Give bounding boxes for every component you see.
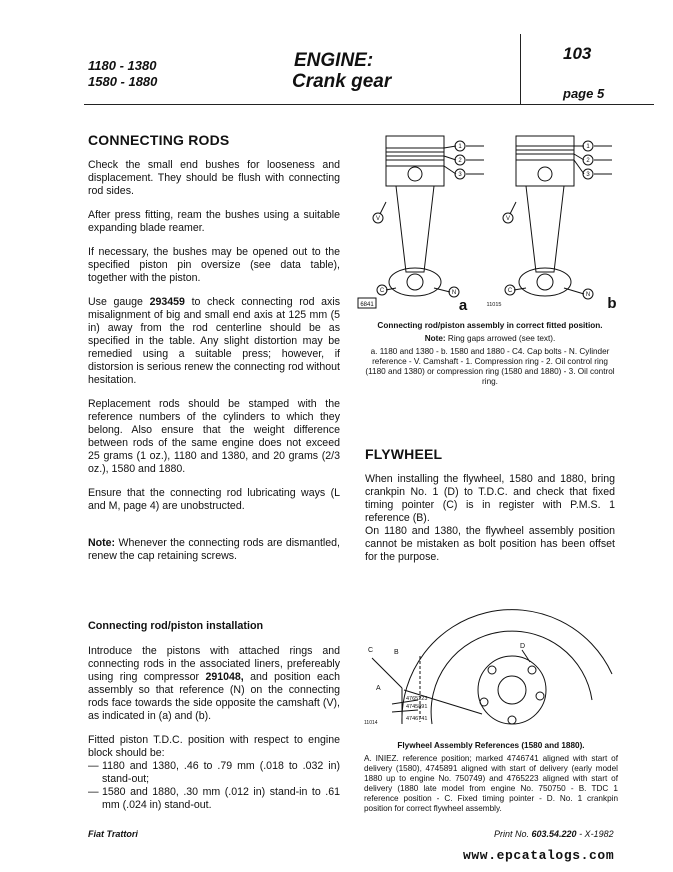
figure-ref-mid: 11015	[486, 302, 502, 308]
list-item	[88, 786, 340, 812]
print-number: 603.54.220	[531, 829, 577, 839]
flywheel-figure	[362, 604, 618, 730]
paragraph: Ensure that the connecting rod lubricating ways (L and M, page 4) are unobstructed.	[88, 487, 340, 512]
paragraph: Fitted piston T.D.C. position with respect to engine block should be:	[88, 734, 340, 759]
note	[88, 537, 340, 563]
flywheel-heading: FLYWHEEL	[365, 446, 443, 462]
list-item-text: 1580 and 1880, .30 mm (.012 in) stand-in to .61 mm (.024 in) stand-out.	[102, 786, 340, 811]
callout-3: 3	[458, 172, 462, 178]
page-label: page 5	[563, 86, 605, 101]
dash-marker: —	[88, 760, 99, 772]
paragraph: Check the small end bushes for looseness and displacement. They should be flush with connecting rod sides.	[88, 159, 340, 197]
paragraph	[88, 296, 340, 387]
gauge-number: 293459	[149, 296, 185, 308]
paragraph: When installing the flywheel, 1580 and 1880, bring crankpin No. 1 (D) to T.D.C. and check that fixed timing pointer (C) is in register with P.M.S. 1 reference (B).	[365, 473, 615, 524]
print-date: - X-1982	[576, 829, 614, 839]
callout-c: C	[379, 288, 385, 294]
piston-b	[516, 136, 574, 186]
callout-n: N	[585, 292, 591, 298]
list-item-text: 1180 and 1380, .46 to .79 mm (.018 to .032 in) stand-out;	[102, 760, 340, 785]
text: Use gauge	[88, 296, 150, 308]
caption-note-label: Note:	[424, 334, 446, 343]
model-range-line-2: 1580 - 1880	[88, 74, 158, 89]
rod-a	[396, 186, 434, 272]
header-divider	[84, 104, 654, 105]
text: Introduce the pistons with attached rings and connecting rods in the associated liners, prefereably using ring compressor	[88, 645, 340, 683]
paragraph	[88, 645, 340, 723]
caption-body: A. INIEZ. reference position; marked 4746741 aligned with start of delivery (1580), 4745891 aligned with start of delivery (early model 1880 up to engine No. 750749) and 4765223 aligned with start of delivery (1880 late model from engine No. 750750 - B. TDC 1 reference position - C. Fixed timing pointer - D. No. 1 crankpin position for correct flywheel assembly.	[364, 754, 618, 813]
caption-body: a. 1180 and 1380 - b. 1580 and 1880 - C4. Cap bolts - N. Cylinder reference - V. Camshaft - 1. Compression ring - 2. Oil control ring (1180 and 1380) or compression ring (1580 and 1880) - 3. Oil control ring.	[365, 347, 615, 386]
rod-figure-caption	[364, 321, 616, 387]
part-number-2: 4745891	[406, 704, 428, 710]
note-text: Whenever the connecting rods are dismantled, renew the cap retaining screws.	[88, 537, 340, 562]
watermark-link[interactable]: www.epcatalogs.com	[463, 848, 615, 863]
installation-heading: Connecting rod/piston installation	[88, 620, 264, 632]
label-c: C	[368, 647, 374, 654]
section-title	[292, 50, 391, 92]
caption-note-text: Ring gaps arrowed (see text).	[445, 334, 556, 343]
callout-2: 2	[458, 158, 462, 164]
text: and position each assembly so that reference (N) on the connecting rods face towards the side opposite the camshaft (V), as indicated in (a) and (b).	[88, 671, 340, 722]
rod-b	[526, 186, 564, 272]
flywheel-figure-caption	[364, 741, 618, 814]
note-label: Note:	[88, 537, 116, 549]
footer-print-number	[494, 829, 614, 839]
callout-3: 3	[586, 172, 590, 178]
callout-2: 2	[586, 158, 590, 164]
callout-1: 1	[458, 144, 462, 150]
paragraph: After press fitting, ream the bushes using a suitable expanding blade reamer.	[88, 209, 340, 234]
figure-ref: 11014	[364, 720, 378, 726]
caption-note	[364, 334, 616, 344]
connecting-rod-figure	[356, 122, 626, 312]
page-number: 103	[563, 44, 592, 63]
section-title-line-1: ENGINE:	[294, 50, 374, 71]
flywheel-section	[365, 448, 615, 575]
footer-publisher: Fiat Trattori	[88, 829, 138, 839]
connecting-rods-heading: CONNECTING RODS	[88, 132, 230, 148]
label-b: B	[394, 649, 399, 656]
model-range	[88, 58, 157, 90]
header-divider-vertical	[520, 34, 521, 104]
section-title-line-2: Crank gear	[292, 71, 392, 92]
callout-c: C	[507, 288, 513, 294]
list-item	[88, 760, 340, 786]
connecting-rods-section	[88, 134, 340, 524]
flywheel-outer-rim	[402, 610, 612, 724]
dash-marker: —	[88, 786, 99, 798]
callout-v: V	[375, 216, 381, 222]
print-label: Print No.	[494, 829, 532, 839]
callout-1: 1	[586, 144, 590, 150]
caption-title: Connecting rod/piston assembly in correct fitted position.	[377, 321, 603, 330]
figure-label-a: a	[458, 297, 468, 312]
caption-title: Flywheel Assembly References (1580 and 1880).	[397, 741, 585, 750]
note-block	[88, 537, 340, 574]
label-d: D	[520, 643, 526, 650]
text: to check connecting rod axis misalignment of big and small end axis at 125 mm (5 in) away from the rod centerline should be as specified in the table. Any slight distortion may be remedied using a suitable press; however, if distorsion is serious renew the connecting rod without hesitation.	[88, 296, 341, 386]
callout-v: V	[505, 216, 511, 222]
figure-label-b: b	[607, 295, 617, 312]
part-number-3: 4746741	[406, 716, 428, 722]
tool-number: 291048,	[205, 671, 244, 683]
model-range-line-1: 1180 - 1380	[88, 58, 157, 73]
piston-a	[386, 136, 444, 186]
part-number-1: 4765223	[406, 696, 428, 702]
flywheel-hub	[478, 656, 546, 724]
installation-section	[88, 620, 340, 812]
paragraph: If necessary, the bushes may be opened out to the specified piston pin oversize (see data table), together with the piston.	[88, 246, 340, 284]
callout-n: N	[451, 290, 457, 296]
label-a: A	[376, 685, 381, 692]
figure-ref-left: 6841	[360, 302, 374, 308]
paragraph: Replacement rods should be stamped with the reference numbers of the cylinders to which they belong. Also ensure that the weight difference between rods of the same engine does not exceed 25 grams (1 oz.), 1180 and 1380, and 20 grams (2/3 oz.), 1580 and 1880.	[88, 398, 340, 475]
paragraph: On 1180 and 1380, the flywheel assembly position cannot be mistaken as bolt position has been offset for the purpose.	[365, 525, 615, 563]
